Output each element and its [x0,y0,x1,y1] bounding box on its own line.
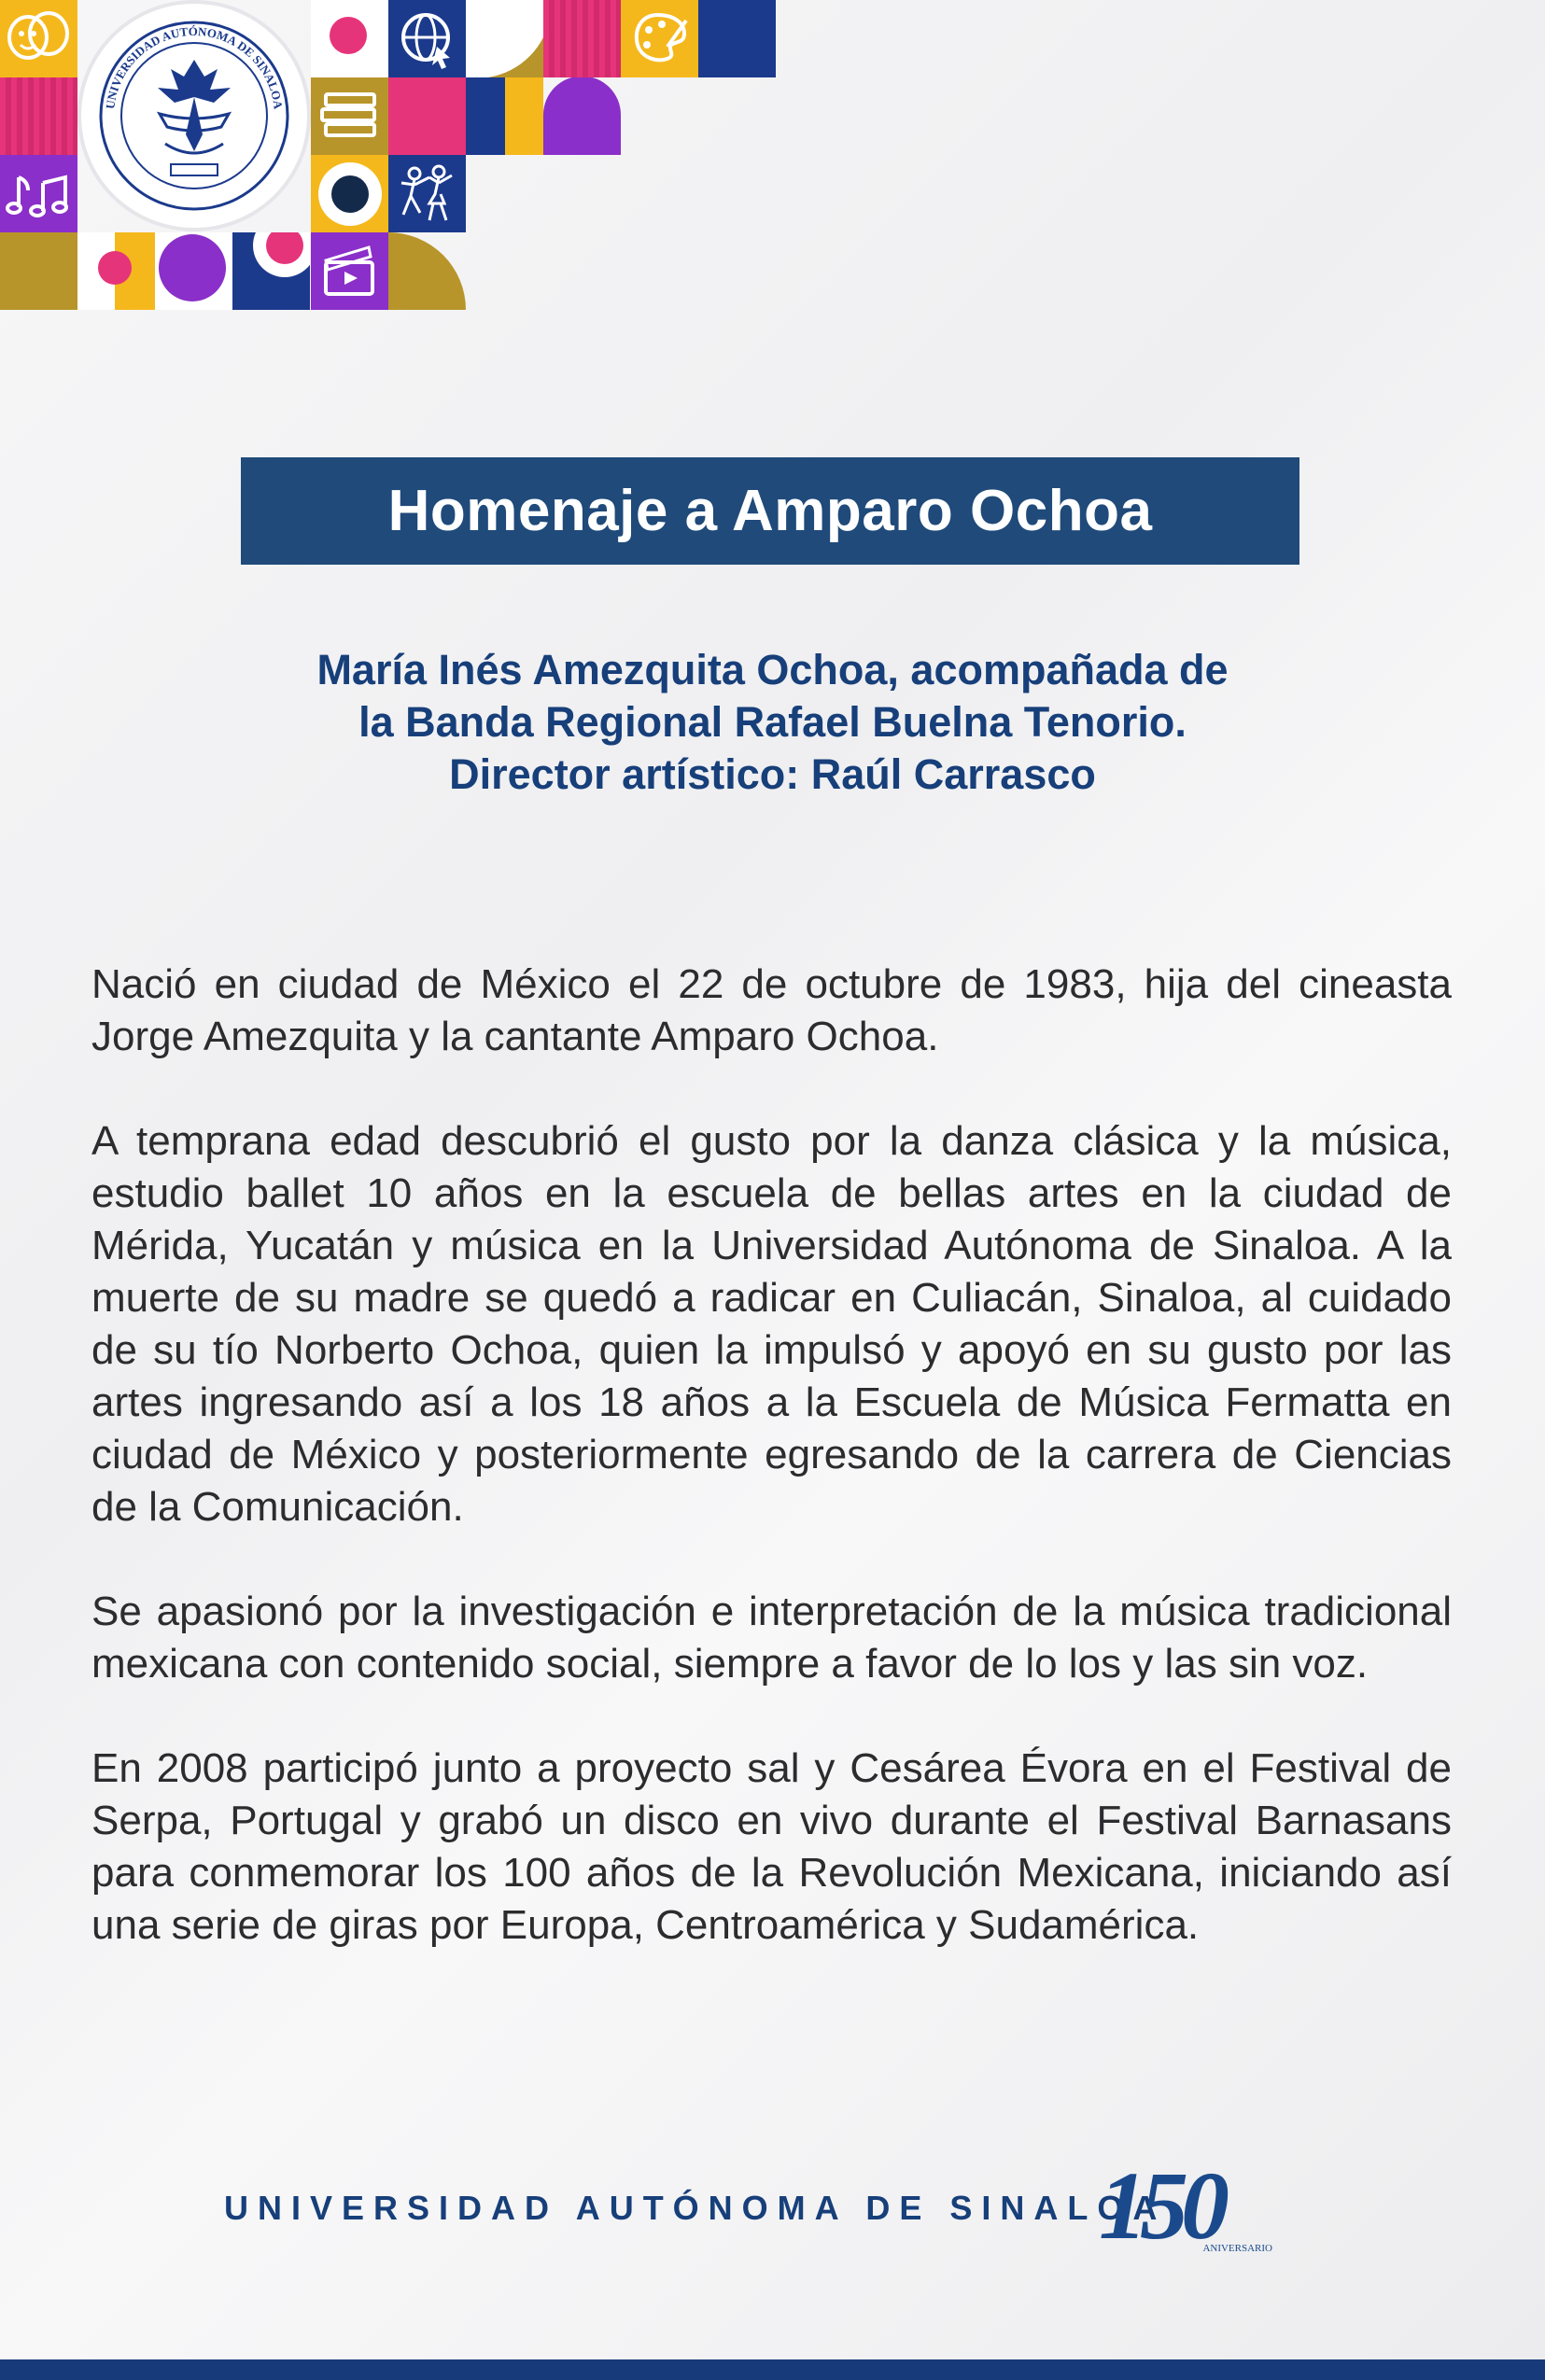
tile-theater [0,0,77,77]
tile-globe [388,0,466,77]
university-seal-emblem [81,4,307,228]
books-icon [311,77,388,155]
anniversary-label: ANIVERSARIO [1202,2243,1272,2254]
tile-stripes-2 [0,77,77,155]
tile-purple-blob [543,77,621,155]
tile-blue [698,0,776,77]
palette-icon [621,0,698,77]
tile-dance [388,155,466,232]
anniversary-number: 150 [1099,2156,1222,2259]
tile-olive-curve [388,232,466,310]
tile-books [311,77,388,155]
svg-text:UNIVERSIDAD AUTÓNOMA DE SINALO: UNIVERSIDAD AUTÓNOMA DE SINALOA [103,23,286,110]
tile-magenta [388,77,466,155]
credits-line: la Banda Regional Rafael Buelna Tenorio. [358,698,1187,746]
credits-line: María Inés Amezquita Ochoa, acompañada de [316,646,1229,693]
anniversary-150-logo [1097,2156,1279,2259]
tile-film [311,232,388,310]
clapperboard-icon [311,232,388,310]
dancers-icon [388,155,466,232]
tile-eye [311,155,388,232]
page-title: Homenaje a Amparo Ochoa [387,479,1153,543]
biography-paragraph: Se apasionó por la investigación e interpretación de la música tradicional mexicana con contenido social, siempre a favor de lo los y las sin voz. [91,1589,1452,1687]
tile-navy-gold [466,77,543,155]
credits-line: Director artístico: Raúl Carrasco [449,750,1096,798]
tile-target [232,232,310,310]
tile-magenta-dot [311,0,388,77]
biography-text [91,959,1452,2004]
tile-quarter-white [466,0,543,77]
theater-masks-icon [0,0,77,77]
biography-paragraph: A temprana edad descubrió el gusto por la danza clásica y la música, estudio ballet 10 años en la escuela de bellas artes en la ciudad de Mérida, Yucatán y música en la Universidad Autónoma de Sinaloa. A la muerte de su madre se quedó a radicar en Culiacán, Sinaloa, al cuidado de su tío Norberto Ochoa, quien la impulsó y apoyó en su gusto por las artes ingresando así a los 18 años a la Escuela de Música Fermatta en ciudad de México y posteriormente egresando de la carrera de Ciencias de la Comunicación. [91,1118,1452,1530]
tile-palette [621,0,698,77]
globe-icon [388,0,466,77]
tile-music [0,155,77,232]
tile-gold-dot [77,232,155,310]
biography-paragraph: En 2008 participó junto a proyecto sal y Cesárea Évora en el Festival de Serpa, Portugal y grabó un disco en vivo durante el Festival Barnasans para conmemorar los 100 años de la Revolución Mexicana, iniciando así una serie de giras por Europa, Centroamérica y Sudamérica. [91,1745,1452,1948]
tile-olive [0,232,77,310]
biography-paragraph: Nació en ciudad de México el 22 de octubre de 1983, hija del cineasta Jorge Amezquita y la cantante Amparo Ochoa. [91,961,1452,1059]
music-notes-icon [0,155,77,232]
university-name: UNIVERSIDAD AUTÓNOMA DE SINALOA [224,2189,1167,2227]
title-banner [241,457,1299,565]
decorative-mosaic-header [0,0,775,308]
university-seal [77,0,311,231]
tile-purple-circle [155,232,232,310]
bottom-accent-bar [0,2359,1545,2380]
performer-credits [149,644,1396,801]
tile-stripes [543,0,621,77]
